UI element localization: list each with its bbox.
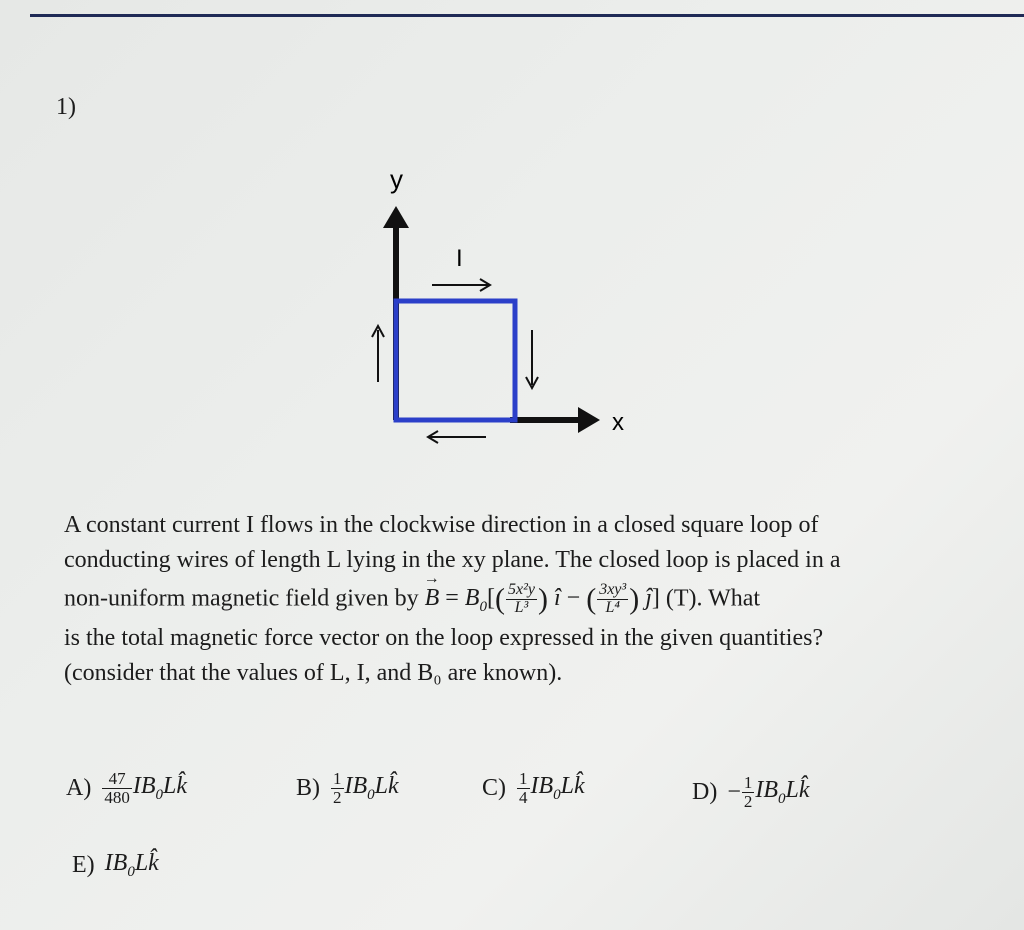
statement-line-5: (consider that the values of L, I, and B₀ are known).	[64, 659, 563, 686]
unit-vector-j: ĵ	[645, 584, 652, 611]
option-e-label: E)	[72, 851, 95, 878]
unit-vector-i: î	[553, 584, 561, 611]
option-a-label: A)	[66, 774, 92, 801]
option-d-fraction: $\frac{1}{2}$	[743, 773, 753, 811]
fraction-y-component: $\frac{\text{3xy³}}{\text{L⁴}}$	[599, 581, 627, 616]
fraction-x-component: $\frac{\text{5x²y}}{\text{L³}}$	[507, 581, 535, 616]
current-label: I	[456, 245, 463, 272]
option-b-label: B)	[296, 774, 320, 801]
statement-line-4: is the total magnetic force vector on the loop expressed in the given quantities?	[64, 625, 824, 652]
option-c-label: C)	[482, 774, 506, 801]
statement-line-1: A constant current I flows in the clockwise direction in a closed square loop of	[64, 512, 819, 538]
current-loop	[396, 301, 515, 420]
close-bracket: ]	[651, 584, 660, 611]
current-arrow-left	[372, 326, 384, 382]
option-b-fraction: $\frac{1}{2}$	[333, 769, 342, 807]
option-b[interactable]: B) $\frac{1}{2}$ $IB_0Lk̂$	[296, 769, 399, 807]
statement-line-3-prefix: non-uniform magnetic field given by	[64, 584, 419, 611]
option-c-fraction: $\frac{1}{4}$	[519, 769, 528, 807]
units-and-question: (T). What	[665, 584, 761, 611]
current-arrow-right	[526, 330, 538, 388]
y-axis-label: y	[390, 164, 403, 194]
option-d[interactable]: D) − $\frac{1}{2}$ $IB_0Lk̂$	[692, 773, 810, 811]
current-arrow-top	[432, 279, 490, 291]
option-c[interactable]: C) $\frac{1}{4}$ $IB_0Lk̂$	[482, 769, 585, 807]
field-vector-B: → B	[425, 581, 440, 616]
y-axis-arrowhead	[383, 206, 409, 228]
statement-line-3	[64, 578, 959, 622]
problem-statement	[64, 508, 959, 691]
statement-line-2: conducting wires of length L lying in the xy plane. The closed loop is placed in a	[64, 546, 841, 573]
option-d-label: D)	[692, 778, 718, 805]
question-number: 1)	[56, 94, 76, 120]
minus-sign: −	[566, 584, 581, 611]
option-a[interactable]: A) $\frac{47}{480}$ $IB_0Lk̂$	[66, 769, 187, 807]
b0-symbol: $B_0$	[464, 584, 487, 615]
x-axis-label: x	[612, 409, 624, 436]
equals-sign: =	[445, 584, 459, 611]
option-e[interactable]: E) $IB_0Lk̂$	[72, 850, 159, 880]
open-bracket: [	[486, 584, 495, 611]
field-equation: → $B = B_0$[( $\frac{\text{5x²y}}{\text{L³}}$ ) î − ( $\frac{\text{3xy³}}{\text{L⁴}}$ ) ĵ]	[425, 585, 666, 611]
x-axis-arrowhead	[578, 407, 600, 433]
current-arrow-bottom	[428, 431, 486, 443]
option-a-fraction: $\frac{47}{480}$	[104, 769, 130, 807]
